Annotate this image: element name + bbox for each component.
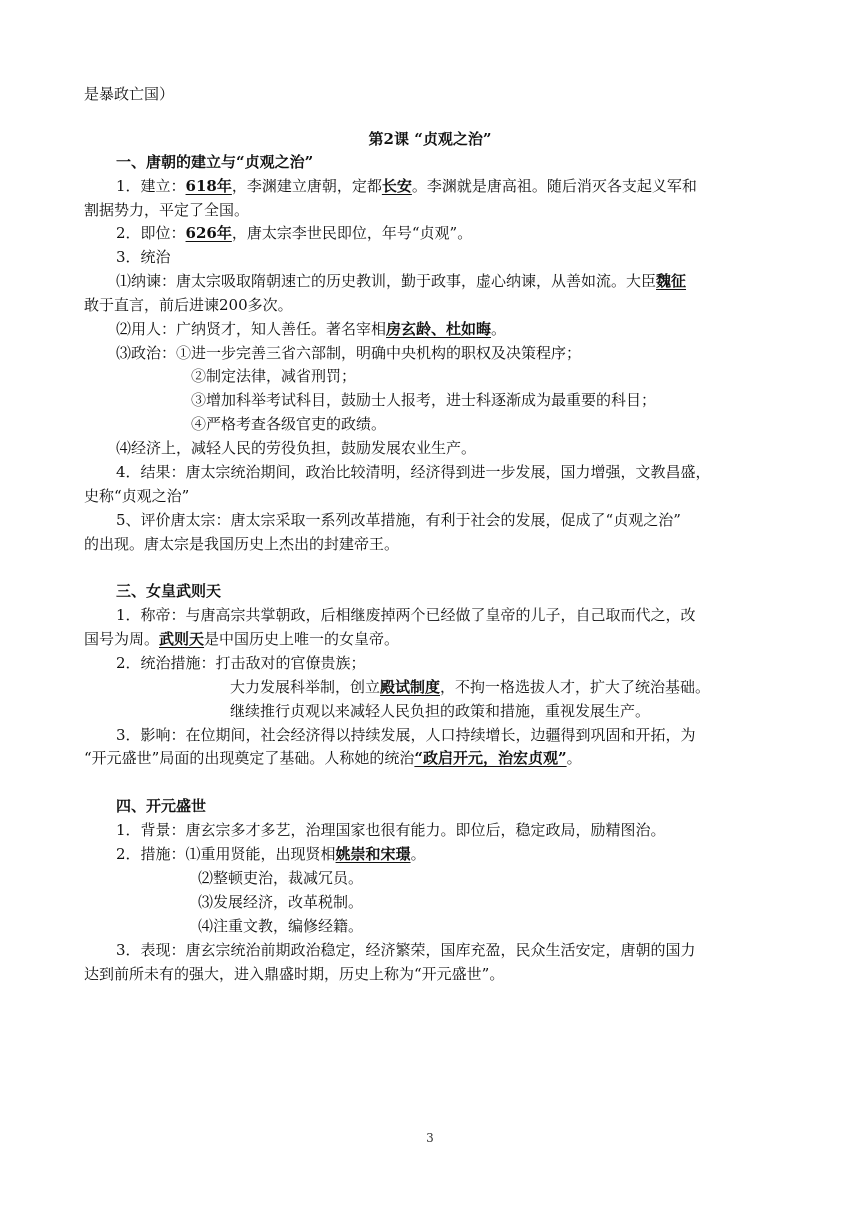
text-line <box>230 675 860 699</box>
section-heading <box>116 579 816 603</box>
text-run: ③增加科举考试科目，鼓励士人报考，进士科逐渐成为最重要的科目； <box>191 391 657 409</box>
text-run: 5、评价唐太宗：唐太宗采取一系列改革措施，有利于社会的发展，促成了“贞观之治” <box>116 511 681 529</box>
text-run: ⑵用人：广纳贤才，知人善任。著名宰相 <box>116 320 387 338</box>
text-run: 达到前所未有的强大，进入鼎盛时期，历史上称为“开元盛世”。 <box>84 965 505 983</box>
key-term: 武则天 <box>159 630 205 648</box>
text-run: 1．建立： <box>116 177 186 195</box>
key-term: 长安 <box>381 177 412 195</box>
text-run: 四、开元盛世 <box>116 797 207 815</box>
text-run: 3．统治 <box>116 248 171 266</box>
text-run: 1．称帝：与唐高宗共掌朝政，后相继废掉两个已经做了皇帝的儿子，自己取而代之，改 <box>116 606 696 624</box>
text-run: 。 <box>491 320 507 338</box>
text-line <box>84 746 784 770</box>
text-line <box>198 890 860 914</box>
text-line <box>116 341 816 365</box>
text-run: 史称“贞观之治” <box>84 487 190 505</box>
text-line <box>191 412 860 436</box>
text-line <box>230 699 860 723</box>
text-run: 4．结果：唐太宗统治期间，政治比较清明，经济得到进一步发展，国力增强，文教昌盛， <box>116 463 711 481</box>
text-line <box>116 269 816 293</box>
text-line <box>116 651 816 675</box>
text-line <box>116 460 816 484</box>
text-line <box>84 198 784 222</box>
text-run: ⑵整顿吏治，裁减冗员。 <box>198 869 364 887</box>
text-run: ②制定法律，减省刑罚； <box>191 367 357 385</box>
key-term: 626年 <box>185 224 232 242</box>
text-line <box>116 245 816 269</box>
text-run: 。李渊就是唐高祖。随后消灭各支起义军和 <box>411 177 697 195</box>
text-run: 三、女皇武则天 <box>116 582 222 600</box>
text-run: 第2课 “贞观之治” <box>368 130 492 148</box>
text-run: 国号为周。 <box>84 630 160 648</box>
text-run: 。 <box>566 749 582 767</box>
text-run: ⑷经济上，减轻人民的劳役负担，鼓励发展农业生产。 <box>116 439 477 457</box>
key-term: 618年 <box>185 177 232 195</box>
text-run: 继续推行贞观以来减轻人民负担的政策和措施，重视发展生产。 <box>230 702 651 720</box>
text-run: ④严格考查各级官吏的政绩。 <box>191 415 387 433</box>
text-run: 。 <box>410 845 426 863</box>
text-run: 是中国历史上唯一的女皇帝。 <box>204 630 400 648</box>
text-line <box>116 221 816 245</box>
text-line <box>116 818 816 842</box>
key-term: 魏征 <box>656 272 687 290</box>
key-term: 殿试制度 <box>380 678 441 696</box>
text-run: 大力发展科举制，创立 <box>230 678 381 696</box>
text-line <box>191 364 860 388</box>
text-run: 割据势力，平定了全国。 <box>84 201 250 219</box>
text-run: ⑶发展经济，改革税制。 <box>198 893 364 911</box>
text-line <box>84 293 784 317</box>
text-run: ⑴纳谏：唐太宗吸取隋朝速亡的历史教训，勤于政事，虚心纳谏，从善如流。大臣 <box>116 272 657 290</box>
text-run: 敢于直言，前后进谏200多次。 <box>84 296 293 314</box>
key-term: 房玄龄、杜如晦 <box>386 320 492 338</box>
key-term: 姚崇和宋璟 <box>335 845 411 863</box>
text-line <box>116 938 816 962</box>
text-line <box>84 627 784 651</box>
text-line <box>116 317 816 341</box>
key-term: “政启开元，治宏贞观” <box>414 749 567 767</box>
text-line <box>116 436 816 460</box>
text-run: 3．表现：唐玄宗统治前期政治稳定，经济繁荣，国库充盈，民众生活安定，唐朝的国力 <box>116 941 696 959</box>
text-run: ，唐太宗李世民即位，年号“贞观”。 <box>231 224 473 242</box>
section-heading <box>116 794 816 818</box>
text-run: 1．背景：唐玄宗多才多艺，治理国家也很有能力。即位后，稳定政局，励精图治。 <box>116 821 666 839</box>
text-run: 2．统治措施：打击敌对的官僚贵族； <box>116 654 366 672</box>
text-line <box>116 842 816 866</box>
text-run: ，李渊建立唐朝，定都 <box>231 177 382 195</box>
text-line <box>116 174 816 198</box>
text-line <box>198 914 860 938</box>
text-run: 2．即位： <box>116 224 186 242</box>
section-heading <box>116 150 816 174</box>
text-run: ⑶政治：①进一步完善三省六部制，明确中央机构的职权及决策程序； <box>116 344 582 362</box>
text-line <box>198 866 860 890</box>
text-line <box>116 723 816 747</box>
text-line <box>191 388 860 412</box>
text-line <box>84 532 784 556</box>
text-run: 的出现。唐太宗是我国历史上杰出的封建帝王。 <box>84 535 400 553</box>
text-run: 3．影响：在位期间，社会经济得以持续发展，人口持续增长，边疆得到巩固和开拓，为 <box>116 726 696 744</box>
text-run: 一、唐朝的建立与“贞观之治” <box>116 153 314 171</box>
text-run: 2．措施：⑴重用贤能，出现贤相 <box>116 845 336 863</box>
text-line <box>116 603 816 627</box>
text-run: ，不拘一格选拔人才，扩大了统治基础。 <box>440 678 711 696</box>
page-number: 3 <box>426 1131 434 1145</box>
text-run: “开元盛世”局面的出现奠定了基础。人称她的统治 <box>84 749 415 767</box>
text-run: ⑷注重文教，编修经籍。 <box>198 917 364 935</box>
text-run: 是暴政亡国） <box>84 85 175 103</box>
lesson-title <box>0 128 860 149</box>
text-line <box>84 82 784 106</box>
text-line <box>84 484 784 508</box>
text-line <box>84 962 784 986</box>
text-line <box>116 508 816 532</box>
